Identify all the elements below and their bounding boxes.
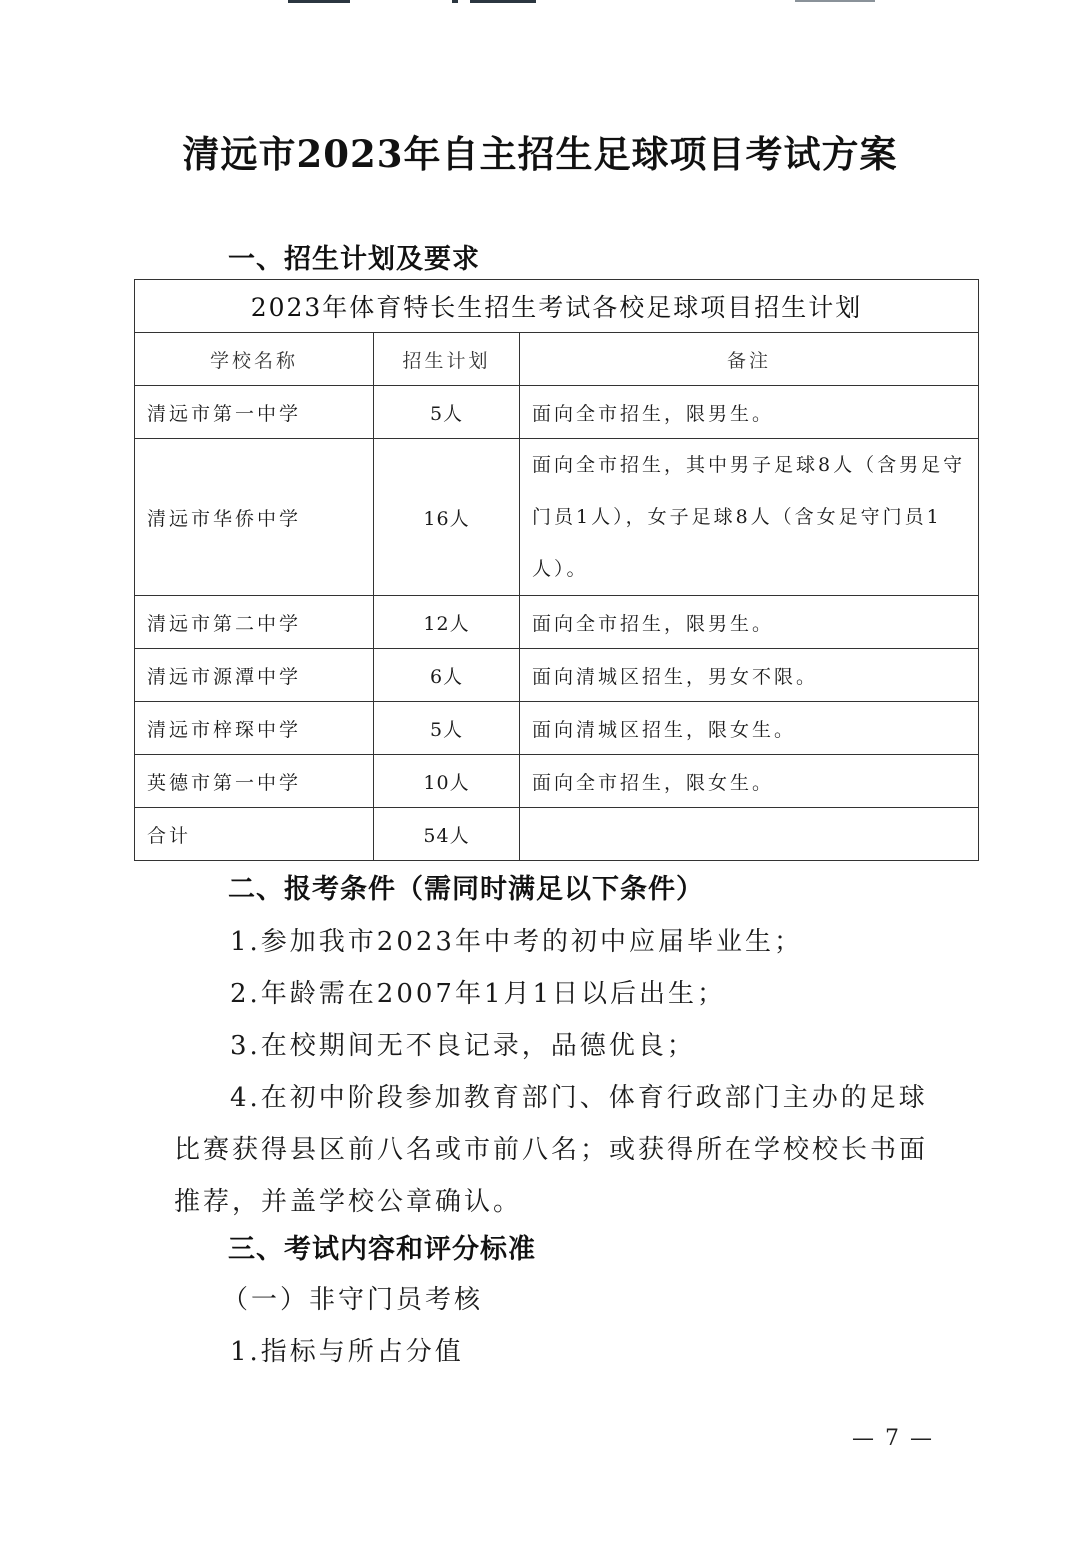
- condition-item: 1.参加我市2023年中考的初中应届毕业生；: [230, 927, 803, 957]
- table-total-row: [135, 808, 979, 861]
- document-title: 清远市2023年自主招生足球项目考试方案: [182, 132, 898, 176]
- remark: 面向全市招生，限女生。: [520, 755, 979, 808]
- remark: 面向全市招生，限男生。: [520, 386, 979, 439]
- remark: 面向全市招生，限男生。: [520, 596, 979, 649]
- table-row: [135, 755, 979, 808]
- enrollment-quota: 16人: [374, 439, 520, 596]
- enrollment-quota: 10人: [374, 755, 520, 808]
- remark: 面向清城区招生，男女不限。: [520, 649, 979, 702]
- remark: [520, 808, 979, 861]
- column-header-note: 备注: [520, 333, 979, 386]
- remark: 面向清城区招生，限女生。: [520, 702, 979, 755]
- scan-artifact: [795, 0, 875, 2]
- total-label: 合计: [135, 808, 374, 861]
- table-row: [135, 386, 979, 439]
- section-3-heading: 三、考试内容和评分标准: [228, 1234, 536, 1265]
- enrollment-quota: 12人: [374, 596, 520, 649]
- column-header-school: 学校名称: [135, 333, 374, 386]
- table-caption-row: [135, 280, 979, 333]
- section-1-heading: 一、招生计划及要求: [228, 244, 480, 275]
- column-header-quota: 招生计划: [374, 333, 520, 386]
- remark: 面向全市招生，其中男子足球8人（含男足守门员1人），女子足球8人（含女足守门员1人）。: [520, 439, 979, 596]
- section-2-heading: 二、报考条件（需同时满足以下条件）: [228, 874, 704, 905]
- school-name: 清远市华侨中学: [135, 439, 374, 596]
- subsection-item: 1.指标与所占分值: [230, 1337, 464, 1367]
- table-caption: 2023年体育特长生招生考试各校足球项目招生计划: [135, 280, 979, 333]
- school-name: 英德市第一中学: [135, 755, 374, 808]
- scan-artifact: [288, 0, 350, 3]
- school-name: 清远市源潭中学: [135, 649, 374, 702]
- table-row: [135, 702, 979, 755]
- scan-artifact: [452, 0, 458, 3]
- table-row: [135, 596, 979, 649]
- table-row: [135, 649, 979, 702]
- condition-item: 3.在校期间无不良记录，品德优良；: [230, 1031, 696, 1061]
- enrollment-plan-table: [134, 279, 979, 861]
- enrollment-quota: 6人: [374, 649, 520, 702]
- table-header-row: [135, 333, 979, 386]
- condition-item: 4.在初中阶段参加教育部门、体育行政部门主办的足球比赛获得县区前八名或市前八名；或获得所在学校校长书面推荐，并盖学校公章确认。: [174, 1083, 929, 1217]
- condition-item: 2.年龄需在2007年1月1日以后出生；: [230, 979, 727, 1009]
- subsection-heading: （一）非守门员考核: [222, 1285, 484, 1315]
- table-row: [135, 439, 979, 596]
- scan-artifact: [470, 0, 536, 3]
- total-quota: 54人: [374, 808, 520, 861]
- enrollment-quota: 5人: [374, 702, 520, 755]
- enrollment-quota: 5人: [374, 386, 520, 439]
- school-name: 清远市第二中学: [135, 596, 374, 649]
- school-name: 清远市梓琛中学: [135, 702, 374, 755]
- page-number: — 7 —: [852, 1426, 934, 1451]
- school-name: 清远市第一中学: [135, 386, 374, 439]
